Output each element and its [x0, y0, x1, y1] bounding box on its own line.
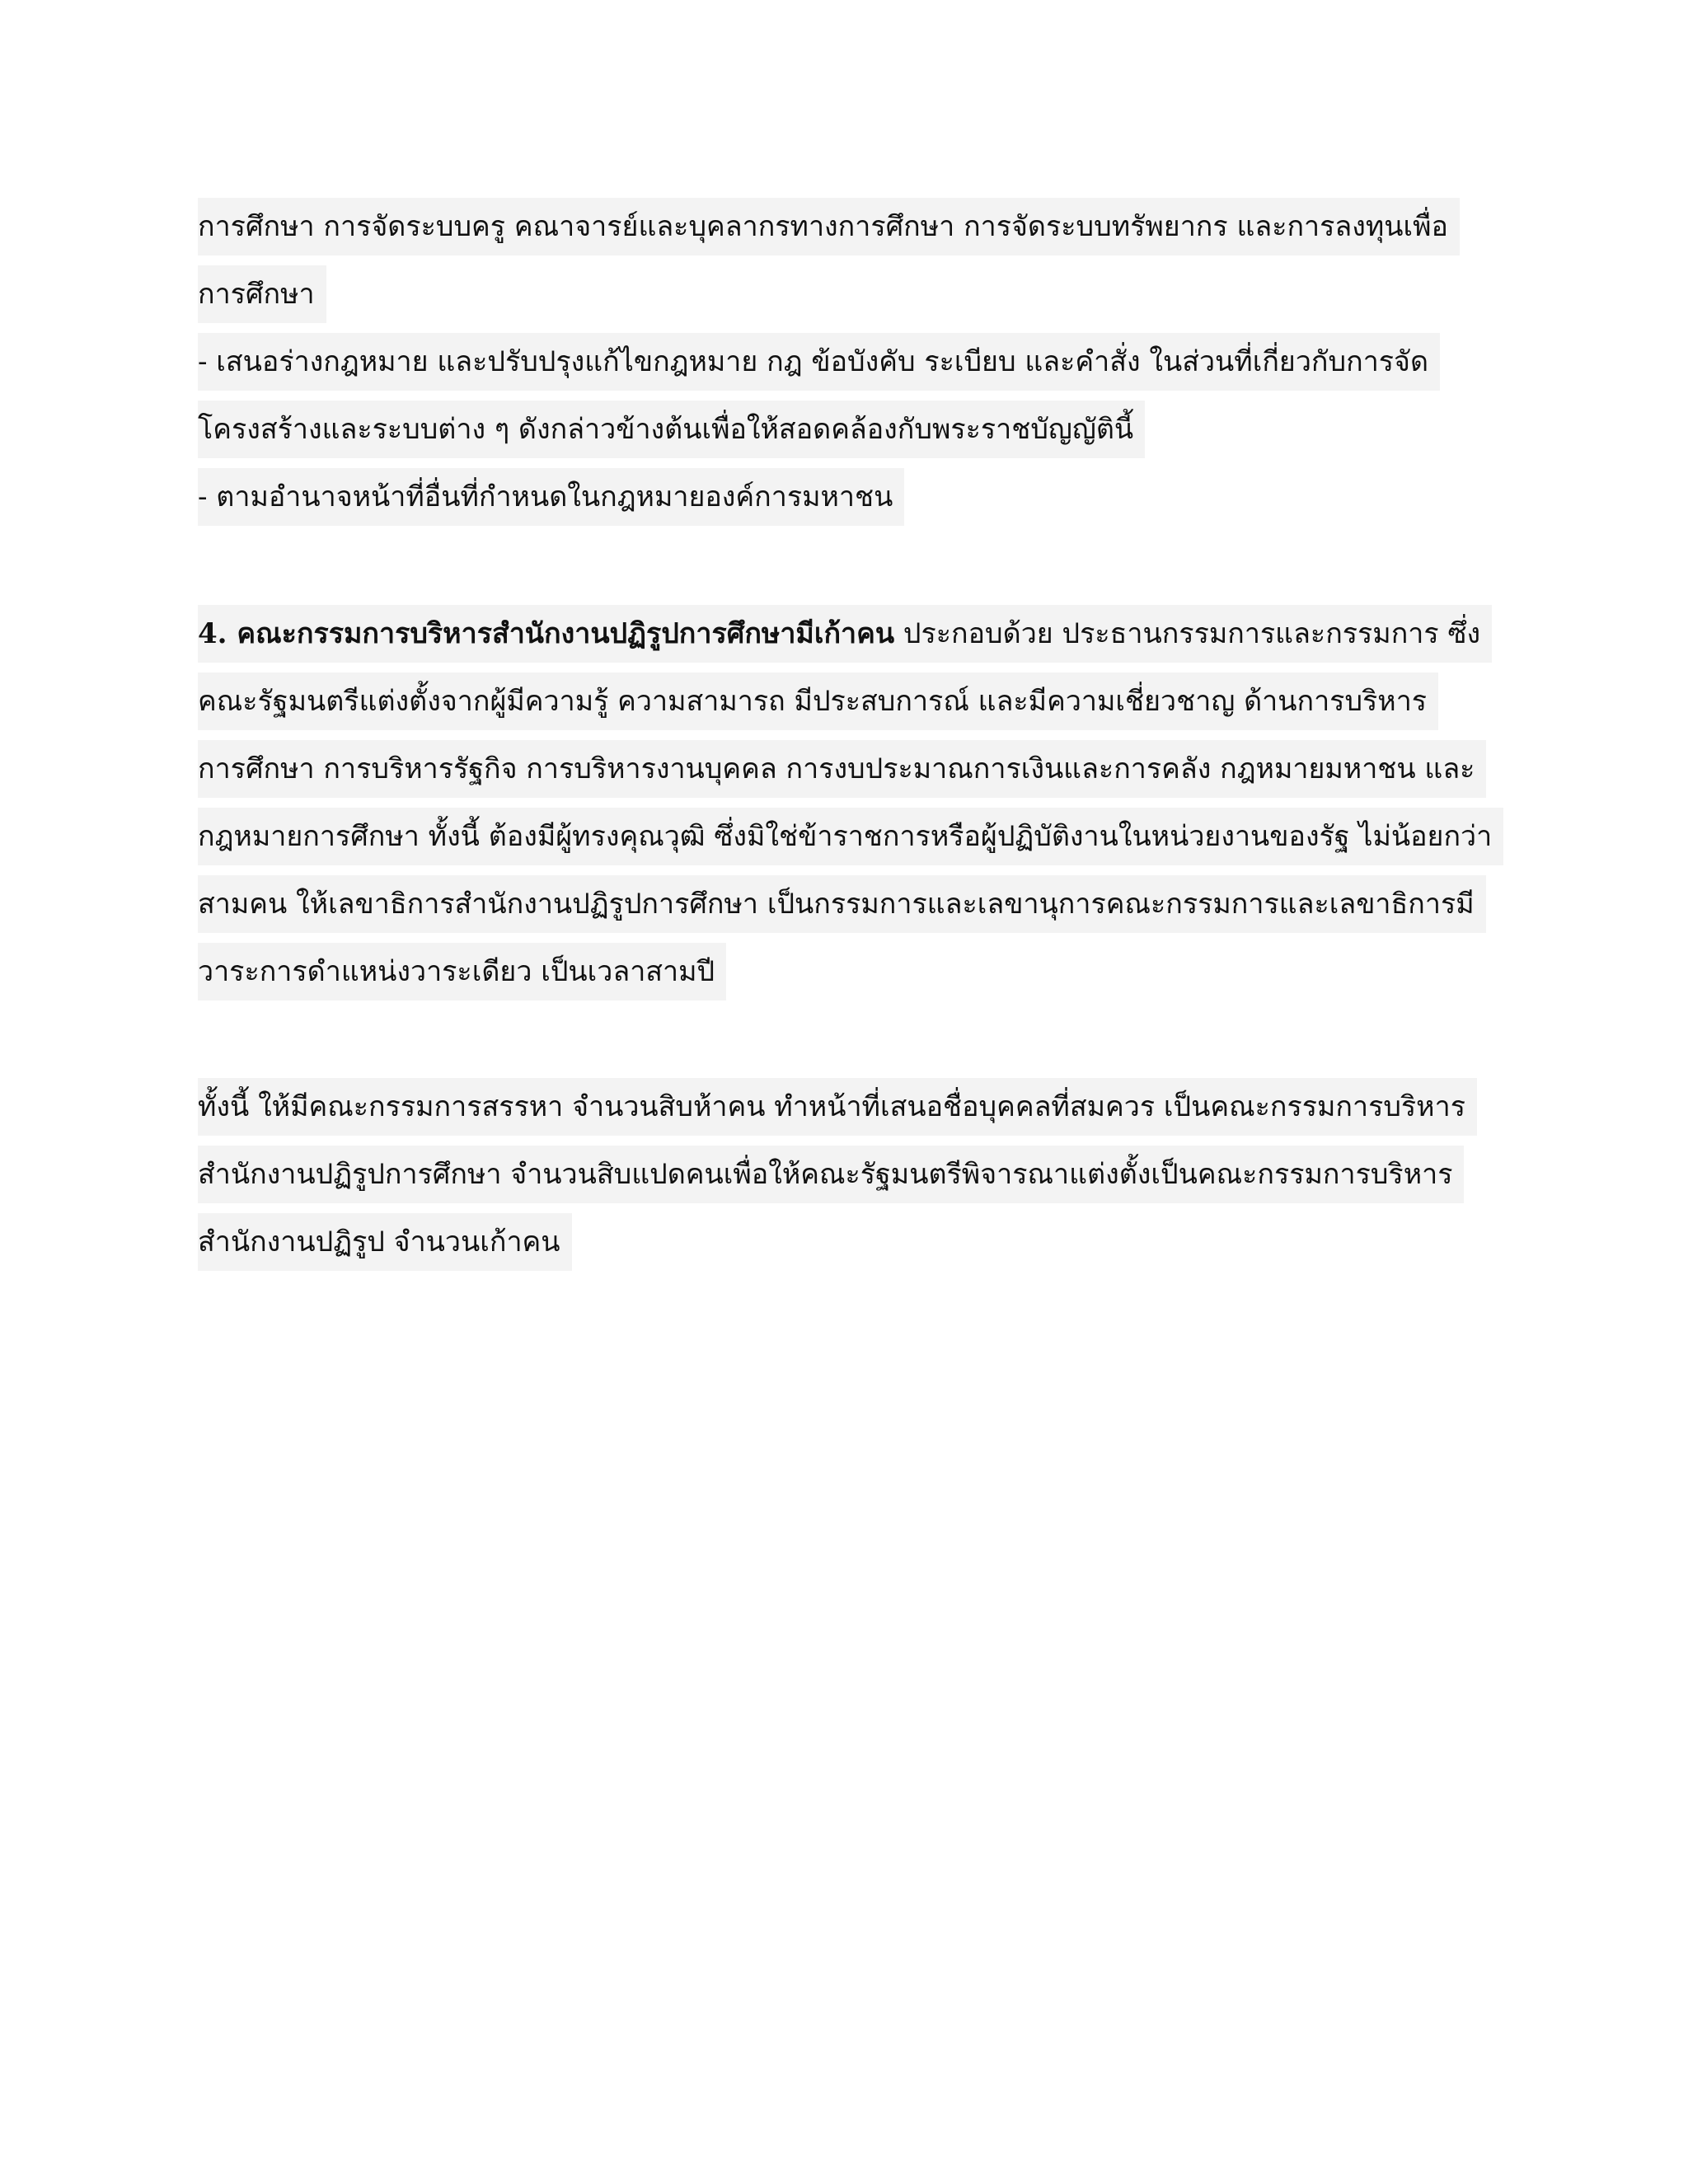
paragraph-1-line-1: การศึกษา การจัดระบบครู คณาจารย์และบุคลากรทางการศึกษา การจัดระบบทรัพยากร และการลงทุนเพื่อ: [198, 198, 1460, 255]
paragraph-3-line-2: สำนักงานปฏิรูปการศึกษา จำนวนสิบแปดคนเพื่อให้คณะรัฐมนตรีพิจารณาแต่งตั้งเป็นคณะกรรมการบริหาร: [198, 1146, 1464, 1203]
paragraph-2-line-2: คณะรัฐมนตรีแต่งตั้งจากผู้มีความรู้ ความสามารถ มีประสบการณ์ และมีความเชี่ยวชาญ ด้านการบริหาร: [198, 673, 1438, 730]
paragraph-1-line-2: การศึกษา: [198, 265, 326, 323]
paragraph-3-line-1: ทั้งนี้ ให้มีคณะกรรมการสรรหา จำนวนสิบห้าคน ทำหน้าที่เสนอชื่อบุคคลที่สมควร เป็นคณะกรรมการบริหาร: [198, 1078, 1477, 1136]
paragraph-2-line-1-text: ประกอบด้วย ประธานกรรมการและกรรมการ ซึ่ง: [894, 617, 1481, 650]
paragraph-1-line-5: - ตามอำนาจหน้าที่อื่นที่กำหนดในกฎหมายองค์การมหาชน: [198, 468, 904, 526]
paragraph-1-line-4: โครงสร้างและระบบต่าง ๆ ดังกล่าวข้างต้นเพื่อให้สอดคล้องกับพระราชบัญญัตินี้: [198, 401, 1145, 458]
paragraph-1-line-3: - เสนอร่างกฎหมาย และปรับปรุงแก้ไขกฎหมาย กฎ ข้อบังคับ ระเบียบ และคำสั่ง ในส่วนที่เกี่ยวกับการจัด: [198, 333, 1440, 391]
paragraph-2-line-3: การศึกษา การบริหารรัฐกิจ การบริหารงานบุคคล การงบประมาณการเงินและการคลัง กฎหมายมหาชน และ: [198, 740, 1486, 798]
paragraph-2-line-5: สามคน ให้เลขาธิการสำนักงานปฏิรูปการศึกษา เป็นกรรมการและเลขานุการคณะกรรมการและเลขาธิการมี: [198, 875, 1486, 933]
section-4-heading: 4. คณะกรรมการบริหารสำนักงานปฏิรูปการศึกษามีเก้าคน: [198, 617, 895, 650]
paragraph-2-line-4: กฎหมายการศึกษา ทั้งนี้ ต้องมีผู้ทรงคุณวุฒิ ซึ่งมิใช่ข้าราชการหรือผู้ปฏิบัติงานในหน่วยงานของรัฐ ไม่น้อยกว่า: [198, 808, 1503, 865]
paragraph-2-line-6: วาระการดำแหน่งวาระเดียว เป็นเวลาสามปี: [198, 943, 726, 1001]
paragraph-2-line-1: [198, 605, 1492, 663]
paragraph-3-line-3: สำนักงานปฏิรูป จำนวนเก้าคน: [198, 1213, 572, 1271]
